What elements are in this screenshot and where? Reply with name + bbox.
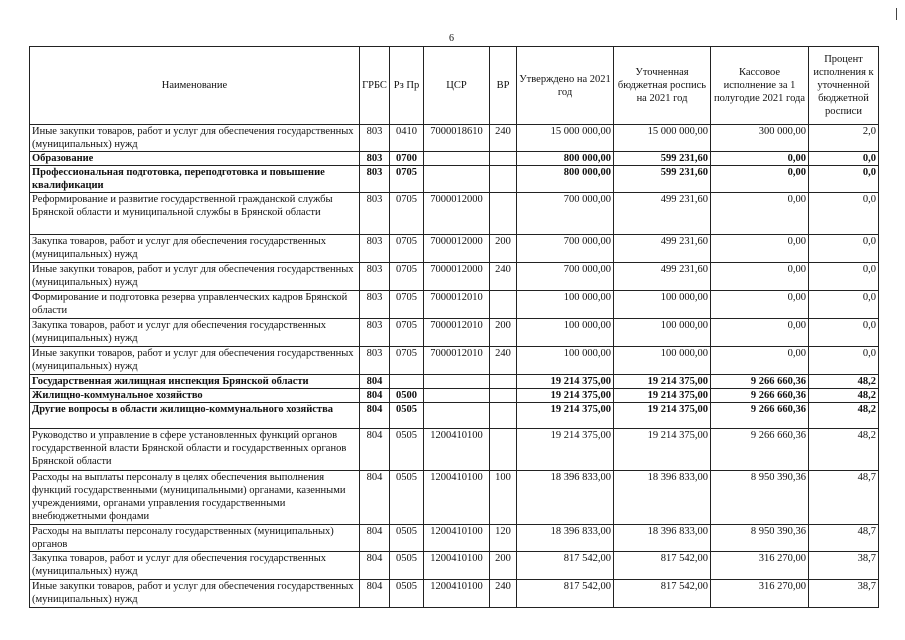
row-percent: 48,2 xyxy=(809,403,879,429)
row-cash: 0,00 xyxy=(711,319,809,347)
row-refined: 599 231,60 xyxy=(614,152,711,166)
row-name: Расходы на выплаты персоналу в целях обеспечения выполнения функций государственными (муниципальными) органами, казенными учреждениями, органами управления государственными внебюджетными фондами xyxy=(30,471,360,525)
row-csr: 1200410100 xyxy=(424,429,490,471)
header-name: Наименование xyxy=(30,47,360,125)
row-rzpr: 0700 xyxy=(390,152,424,166)
page-number: 6 xyxy=(449,33,454,44)
table-row xyxy=(30,552,879,580)
row-rzpr: 0705 xyxy=(390,291,424,319)
row-name: Профессиональная подготовка, переподготовка и повышение квалификации xyxy=(30,166,360,193)
row-cash: 9 266 660,36 xyxy=(711,429,809,471)
row-vr xyxy=(490,429,517,471)
row-rzpr: 0505 xyxy=(390,552,424,580)
table-row xyxy=(30,166,879,193)
header-rzpr: Рз Пр xyxy=(390,47,424,125)
row-refined: 100 000,00 xyxy=(614,319,711,347)
row-csr: 7000012000 xyxy=(424,263,490,291)
header-grbs: ГРБС xyxy=(360,47,390,125)
row-cash: 0,00 xyxy=(711,152,809,166)
row-vr: 100 xyxy=(490,471,517,525)
row-rzpr: 0705 xyxy=(390,319,424,347)
row-grbs: 804 xyxy=(360,580,390,608)
row-vr: 240 xyxy=(490,580,517,608)
row-approved: 100 000,00 xyxy=(517,347,614,375)
row-percent: 0,0 xyxy=(809,235,879,263)
header-approved: Утверждено на 2021 год xyxy=(517,47,614,125)
row-name: Закупка товаров, работ и услуг для обеспечения государственных (муниципальных) нужд xyxy=(30,552,360,580)
row-vr xyxy=(490,389,517,403)
row-grbs: 804 xyxy=(360,375,390,389)
row-vr xyxy=(490,291,517,319)
row-csr xyxy=(424,389,490,403)
row-name: Образование xyxy=(30,152,360,166)
row-vr xyxy=(490,193,517,235)
row-approved: 817 542,00 xyxy=(517,580,614,608)
row-grbs: 804 xyxy=(360,403,390,429)
row-refined: 15 000 000,00 xyxy=(614,125,711,152)
row-rzpr: 0410 xyxy=(390,125,424,152)
row-percent: 38,7 xyxy=(809,580,879,608)
row-cash: 0,00 xyxy=(711,235,809,263)
row-csr: 1200410100 xyxy=(424,580,490,608)
row-cash: 0,00 xyxy=(711,193,809,235)
row-csr xyxy=(424,375,490,389)
row-refined: 18 396 833,00 xyxy=(614,471,711,525)
row-name: Государственная жилищная инспекция Брянской области xyxy=(30,375,360,389)
row-name: Иные закупки товаров, работ и услуг для обеспечения государственных (муниципальных) нужд xyxy=(30,263,360,291)
row-csr: 7000018610 xyxy=(424,125,490,152)
row-percent: 48,7 xyxy=(809,525,879,552)
row-name: Расходы на выплаты персоналу государственных (муниципальных) органов xyxy=(30,525,360,552)
row-refined: 499 231,60 xyxy=(614,193,711,235)
row-name: Другие вопросы в области жилищно-коммунального хозяйства xyxy=(30,403,360,429)
row-grbs: 803 xyxy=(360,125,390,152)
row-cash: 300 000,00 xyxy=(711,125,809,152)
table-row xyxy=(30,403,879,429)
row-grbs: 803 xyxy=(360,193,390,235)
table-row xyxy=(30,291,879,319)
row-cash: 0,00 xyxy=(711,291,809,319)
row-approved: 800 000,00 xyxy=(517,166,614,193)
row-rzpr: 0705 xyxy=(390,347,424,375)
row-csr xyxy=(424,166,490,193)
row-vr: 240 xyxy=(490,347,517,375)
row-csr: 7000012010 xyxy=(424,347,490,375)
row-csr: 1200410100 xyxy=(424,552,490,580)
row-vr: 200 xyxy=(490,319,517,347)
row-csr: 7000012000 xyxy=(424,193,490,235)
row-percent: 48,7 xyxy=(809,471,879,525)
row-vr xyxy=(490,375,517,389)
row-name: Руководство и управление в сфере установленных функций органов государственной власти Брянской области и государственных органов Брянской области xyxy=(30,429,360,471)
row-grbs: 803 xyxy=(360,166,390,193)
row-approved: 817 542,00 xyxy=(517,552,614,580)
row-name: Жилищно-коммунальное хозяйство xyxy=(30,389,360,403)
row-name: Закупка товаров, работ и услуг для обеспечения государственных (муниципальных) нужд xyxy=(30,319,360,347)
row-approved: 19 214 375,00 xyxy=(517,429,614,471)
row-cash: 0,00 xyxy=(711,166,809,193)
row-csr: 7000012010 xyxy=(424,319,490,347)
header-vr: ВР xyxy=(490,47,517,125)
row-csr: 1200410100 xyxy=(424,525,490,552)
row-approved: 19 214 375,00 xyxy=(517,403,614,429)
row-refined: 817 542,00 xyxy=(614,552,711,580)
row-rzpr: 0505 xyxy=(390,471,424,525)
row-percent: 48,2 xyxy=(809,389,879,403)
row-cash: 9 266 660,36 xyxy=(711,403,809,429)
row-rzpr: 0705 xyxy=(390,193,424,235)
header-refined: Уточненная бюджетная роспись на 2021 год xyxy=(614,47,711,125)
row-approved: 19 214 375,00 xyxy=(517,375,614,389)
row-refined: 18 396 833,00 xyxy=(614,525,711,552)
row-approved: 15 000 000,00 xyxy=(517,125,614,152)
row-csr: 1200410100 xyxy=(424,471,490,525)
row-rzpr: 0505 xyxy=(390,580,424,608)
row-rzpr: 0705 xyxy=(390,263,424,291)
row-vr: 200 xyxy=(490,552,517,580)
row-cash: 0,00 xyxy=(711,263,809,291)
row-grbs: 803 xyxy=(360,347,390,375)
row-cash: 8 950 390,36 xyxy=(711,471,809,525)
row-percent: 0,0 xyxy=(809,152,879,166)
row-rzpr: 0505 xyxy=(390,429,424,471)
row-grbs: 804 xyxy=(360,429,390,471)
row-percent: 0,0 xyxy=(809,263,879,291)
row-percent: 0,0 xyxy=(809,291,879,319)
header-percent: Процент исполнения к уточненной бюджетной росписи xyxy=(809,47,879,125)
row-refined: 19 214 375,00 xyxy=(614,429,711,471)
row-grbs: 803 xyxy=(360,291,390,319)
table-row xyxy=(30,375,879,389)
row-cash: 8 950 390,36 xyxy=(711,525,809,552)
row-approved: 700 000,00 xyxy=(517,235,614,263)
row-approved: 18 396 833,00 xyxy=(517,471,614,525)
table-row xyxy=(30,193,879,235)
table-row xyxy=(30,152,879,166)
row-grbs: 804 xyxy=(360,525,390,552)
row-refined: 100 000,00 xyxy=(614,347,711,375)
row-percent: 0,0 xyxy=(809,193,879,235)
row-refined: 599 231,60 xyxy=(614,166,711,193)
row-cash: 316 270,00 xyxy=(711,552,809,580)
row-name: Иные закупки товаров, работ и услуг для обеспечения государственных (муниципальных) нужд xyxy=(30,580,360,608)
row-vr xyxy=(490,166,517,193)
edge-mark xyxy=(896,8,897,20)
row-percent: 0,0 xyxy=(809,166,879,193)
row-name: Иные закупки товаров, работ и услуг для обеспечения государственных (муниципальных) нужд xyxy=(30,125,360,152)
row-percent: 48,2 xyxy=(809,429,879,471)
row-cash: 316 270,00 xyxy=(711,580,809,608)
row-refined: 19 214 375,00 xyxy=(614,389,711,403)
table-row xyxy=(30,525,879,552)
row-grbs: 803 xyxy=(360,235,390,263)
row-name: Закупка товаров, работ и услуг для обеспечения государственных (муниципальных) нужд xyxy=(30,235,360,263)
row-refined: 19 214 375,00 xyxy=(614,403,711,429)
row-percent: 38,7 xyxy=(809,552,879,580)
row-rzpr: 0500 xyxy=(390,389,424,403)
row-approved: 800 000,00 xyxy=(517,152,614,166)
row-cash: 0,00 xyxy=(711,347,809,375)
row-rzpr xyxy=(390,375,424,389)
row-vr: 200 xyxy=(490,235,517,263)
row-name: Иные закупки товаров, работ и услуг для обеспечения государственных (муниципальных) нужд xyxy=(30,347,360,375)
table-row xyxy=(30,580,879,608)
row-grbs: 803 xyxy=(360,152,390,166)
row-name: Формирование и подготовка резерва управленческих кадров Брянской области xyxy=(30,291,360,319)
row-csr: 7000012000 xyxy=(424,235,490,263)
row-vr xyxy=(490,403,517,429)
row-refined: 817 542,00 xyxy=(614,580,711,608)
table-row xyxy=(30,429,879,471)
row-approved: 19 214 375,00 xyxy=(517,389,614,403)
row-refined: 100 000,00 xyxy=(614,291,711,319)
row-cash: 9 266 660,36 xyxy=(711,389,809,403)
table-row xyxy=(30,471,879,525)
row-vr: 240 xyxy=(490,125,517,152)
row-vr xyxy=(490,152,517,166)
row-percent: 48,2 xyxy=(809,375,879,389)
row-rzpr: 0705 xyxy=(390,166,424,193)
row-csr: 7000012010 xyxy=(424,291,490,319)
table-row xyxy=(30,125,879,152)
row-percent: 0,0 xyxy=(809,319,879,347)
table-row xyxy=(30,263,879,291)
table-row xyxy=(30,389,879,403)
row-grbs: 803 xyxy=(360,263,390,291)
row-rzpr: 0505 xyxy=(390,403,424,429)
row-refined: 19 214 375,00 xyxy=(614,375,711,389)
row-csr xyxy=(424,152,490,166)
row-approved: 700 000,00 xyxy=(517,193,614,235)
table-row xyxy=(30,235,879,263)
header-csr: ЦСР xyxy=(424,47,490,125)
row-percent: 2,0 xyxy=(809,125,879,152)
row-percent: 0,0 xyxy=(809,347,879,375)
row-csr xyxy=(424,403,490,429)
table-row xyxy=(30,347,879,375)
budget-table xyxy=(29,46,879,608)
row-grbs: 804 xyxy=(360,471,390,525)
row-name: Реформирование и развитие государственной гражданской службы Брянской области и муниципальной службы в Брянской области xyxy=(30,193,360,235)
header-row xyxy=(30,47,879,125)
table-row xyxy=(30,319,879,347)
row-vr: 240 xyxy=(490,263,517,291)
row-grbs: 803 xyxy=(360,319,390,347)
row-approved: 100 000,00 xyxy=(517,319,614,347)
row-approved: 100 000,00 xyxy=(517,291,614,319)
header-cash: Кассовое исполнение за 1 полугодие 2021 года xyxy=(711,47,809,125)
row-rzpr: 0505 xyxy=(390,525,424,552)
row-refined: 499 231,60 xyxy=(614,235,711,263)
row-grbs: 804 xyxy=(360,552,390,580)
row-cash: 9 266 660,36 xyxy=(711,375,809,389)
row-approved: 18 396 833,00 xyxy=(517,525,614,552)
row-rzpr: 0705 xyxy=(390,235,424,263)
row-vr: 120 xyxy=(490,525,517,552)
row-grbs: 804 xyxy=(360,389,390,403)
row-refined: 499 231,60 xyxy=(614,263,711,291)
row-approved: 700 000,00 xyxy=(517,263,614,291)
